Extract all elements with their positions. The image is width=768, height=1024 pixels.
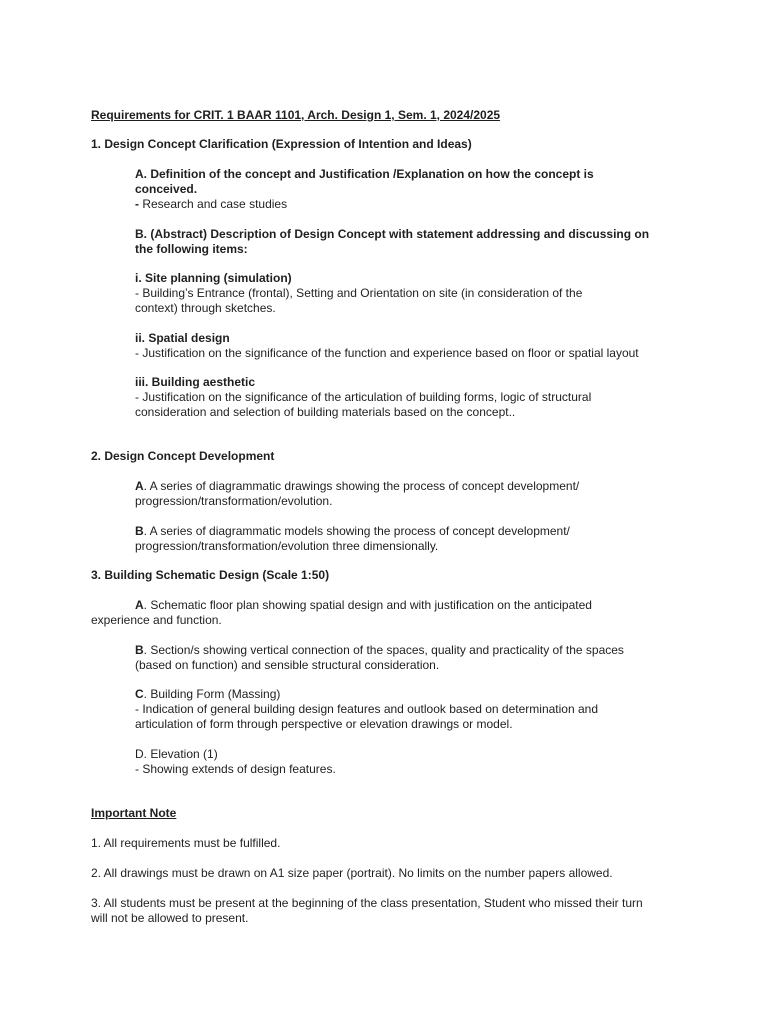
item-iii-title: iii. Building aesthetic — [135, 375, 256, 389]
section-3a-line2: experience and function. — [91, 613, 222, 627]
section-3a-letter: A — [135, 598, 144, 612]
item-i-title: i. Site planning (simulation) — [135, 271, 292, 285]
section-3b-line1-text: . Section/s showing vertical connection of the spaces, quality and practicality of the spaces — [143, 643, 624, 657]
section-2b-line1-text: . A series of diagrammatic models showing the process of concept development/ — [143, 524, 570, 538]
note-item-3-line1: 3. All students must be present at the beginning of the class presentation, Student who missed their turn — [91, 896, 643, 910]
section-1a-text — [135, 197, 287, 212]
note-item-2: 2. All drawings must be drawn on A1 size paper (portrait). No limits on the number papers allowed. — [91, 866, 613, 880]
section-1b-title-line2: the following items: — [135, 242, 248, 256]
section-2a-line1 — [135, 479, 579, 494]
note-item-1: 1. All requirements must be fulfilled. — [91, 836, 281, 850]
section-1b-title-line1: B. (Abstract) Description of Design Concept with statement addressing and discussing on — [135, 227, 650, 241]
item-ii-line1: - Justification on the significance of the function and experience based on floor or spatial layout — [135, 346, 639, 360]
section-3b-line1 — [135, 643, 624, 658]
section-2-heading: 2. Design Concept Development — [91, 449, 275, 463]
section-3b-letter: B — [135, 643, 144, 657]
section-2b-line1 — [135, 524, 570, 539]
item-i-line2: context) through sketches. — [135, 301, 276, 315]
section-3c-line1 — [135, 687, 280, 702]
section-1a-dash: - — [135, 197, 139, 211]
section-3-heading: 3. Building Schematic Design (Scale 1:50) — [91, 568, 330, 582]
section-2b-letter: B — [135, 524, 144, 538]
section-1a-title-line2: conceived. — [135, 182, 198, 196]
section-3d-line1: D. Elevation (1) — [135, 747, 218, 761]
section-2a-letter: A — [135, 479, 144, 493]
section-1a-text-content: Research and case studies — [139, 197, 288, 211]
section-1-heading: 1. Design Concept Clarification (Expression of Intention and Ideas) — [91, 137, 472, 151]
section-1a-title-line1: A. Definition of the concept and Justification /Explanation on how the concept is — [135, 167, 594, 181]
section-2a-line2: progression/transformation/evolution. — [135, 494, 333, 508]
section-3c-line1-text: . Building Form (Massing) — [143, 687, 281, 701]
section-3c-line3: articulation of form through perspective or elevation drawings or model. — [135, 717, 513, 731]
section-2a-line1-text: . A series of diagrammatic drawings showing the process of concept development/ — [143, 479, 580, 493]
section-3a-line1 — [135, 598, 592, 613]
important-note-heading: Important Note — [91, 806, 177, 820]
document-title: Requirements for CRIT. 1 BAAR 1101, Arch. Design 1, Sem. 1, 2024/2025 — [91, 108, 501, 122]
section-3d-line2: - Showing extends of design features. — [135, 762, 336, 776]
item-iii-line1: - Justification on the significance of the articulation of building forms, logic of structural — [135, 390, 592, 404]
note-item-3-line2: will not be allowed to present. — [91, 911, 249, 925]
section-3b-line2: (based on function) and sensible structural consideration. — [135, 658, 440, 672]
section-3a-line1-text: . Schematic floor plan showing spatial design and with justification on the anticipated — [143, 598, 592, 612]
section-3c-letter: C — [135, 687, 144, 701]
item-iii-line2: consideration and selection of building materials based on the concept.. — [135, 405, 516, 419]
section-2b-line2: progression/transformation/evolution three dimensionally. — [135, 539, 439, 553]
item-i-line1: - Building’s Entrance (frontal), Setting and Orientation on site (in consideration of the — [135, 286, 583, 300]
section-3c-line2: - Indication of general building design features and outlook based on determination and — [135, 702, 598, 716]
item-ii-title: ii. Spatial design — [135, 331, 230, 345]
